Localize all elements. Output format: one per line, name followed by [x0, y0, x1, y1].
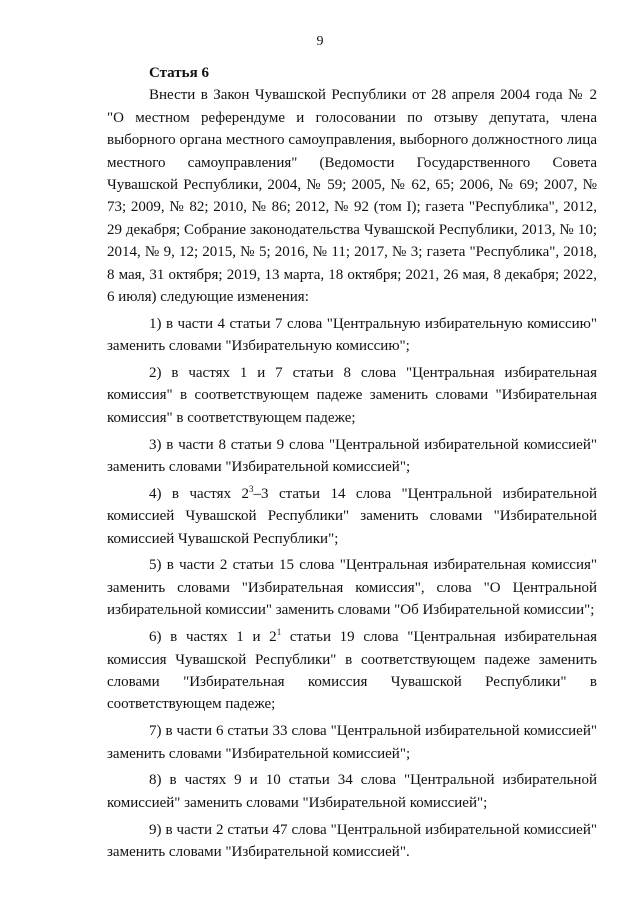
- amendment-item-4: [107, 483, 597, 550]
- article-intro: Внести в Закон Чувашской Республики от 28 апреля 2004 года № 2 "О местном референдуме и голосовании по отзыву депутата, члена выборного органа местного самоуправления, выборного должностного лица местного самоуправления" (Ведомости Государственного Совета Чувашской Республики, 2004, № 59; 2005, № 62, 65; 2006, № 69; 2007, № 73; 2009, № 82; 2010, № 86; 2012, № 92 (том I); газета "Республика", 2012, 29 декабря; Собрание законодательства Чувашской Республики, 2013, № 10; 2014, № 9, 12; 2015, № 5; 2016, № 11; 2017, № 3; газета "Республика", 2018, 8 мая, 31 октября; 2019, 13 марта, 18 октября; 2021, 26 мая, 8 декабря; 2022, 6 июля) следующие изменения:: [107, 87, 597, 306]
- amendment-text: 8) в частях 9 и 10 статьи 34 слова "Центральной избирательной комиссией" заменить словами "Избирательной комиссией";: [107, 772, 597, 811]
- amendment-text: 1) в части 4 статьи 7 слова "Центральную избирательную комиссию" заменить словами "Избирательную комиссию";: [107, 315, 597, 355]
- amendment-text: 3) в части 8 статьи 9 слова "Центральной избирательной комиссией" заменить словами "Избирательной комиссией";: [107, 436, 597, 476]
- article-title: Статья 6: [149, 65, 209, 81]
- superscript: 3: [249, 483, 254, 494]
- amendment-text: 6) в частях 1 и 2: [149, 629, 277, 646]
- page-number: 9: [316, 34, 324, 49]
- amendment-item-2: [107, 362, 597, 429]
- amendment-item-3: [107, 434, 597, 479]
- amendment-item-5: [107, 554, 597, 621]
- amendment-text-continued: статьи 19 слова "Центральная избирательная комиссия Чувашской Республики" в соответствующем падеже заменить словами "Избирательная комиссия Чувашской Республики" в соответствующем падеже;: [107, 629, 597, 713]
- amendment-text: 2) в частях 1 и 7 статьи 8 слова "Центральная избирательная комиссия" в соответствующем падеже заменить словами "Избирательная комиссия" в соответствующем падеже;: [107, 365, 597, 426]
- amendment-text: 5) в части 2 статьи 15 слова "Центральная избирательная комиссия" заменить словами "Избирательная комиссия", слова "О Центральной избирательной комиссии" заменить словами "Об Избирательной комиссии";: [107, 557, 597, 619]
- amendment-item-8: [107, 769, 597, 814]
- amendment-text: 9) в части 2 статьи 47 слова "Центральной избирательной комиссией" заменить словами "Избирательной комиссией".: [107, 821, 597, 860]
- amendment-item-1: [107, 313, 597, 358]
- amendment-text: 4) в частях 2: [149, 485, 250, 502]
- amendment-text-continued: –3 статьи 14 слова "Центральной избирательной комиссией Чувашской Республики" заменить словами "Избирательной комиссией Чувашской Республики";: [107, 485, 597, 547]
- amendment-item-6: [107, 626, 597, 716]
- amendment-item-7: [107, 720, 597, 765]
- amendment-item-9: [107, 819, 597, 864]
- superscript: 1: [276, 627, 282, 638]
- document-body: [107, 62, 597, 863]
- amendment-text: 7) в части 6 статьи 33 слова "Центральной избирательной комиссией" заменить словами "Избирательной комиссией";: [107, 723, 597, 762]
